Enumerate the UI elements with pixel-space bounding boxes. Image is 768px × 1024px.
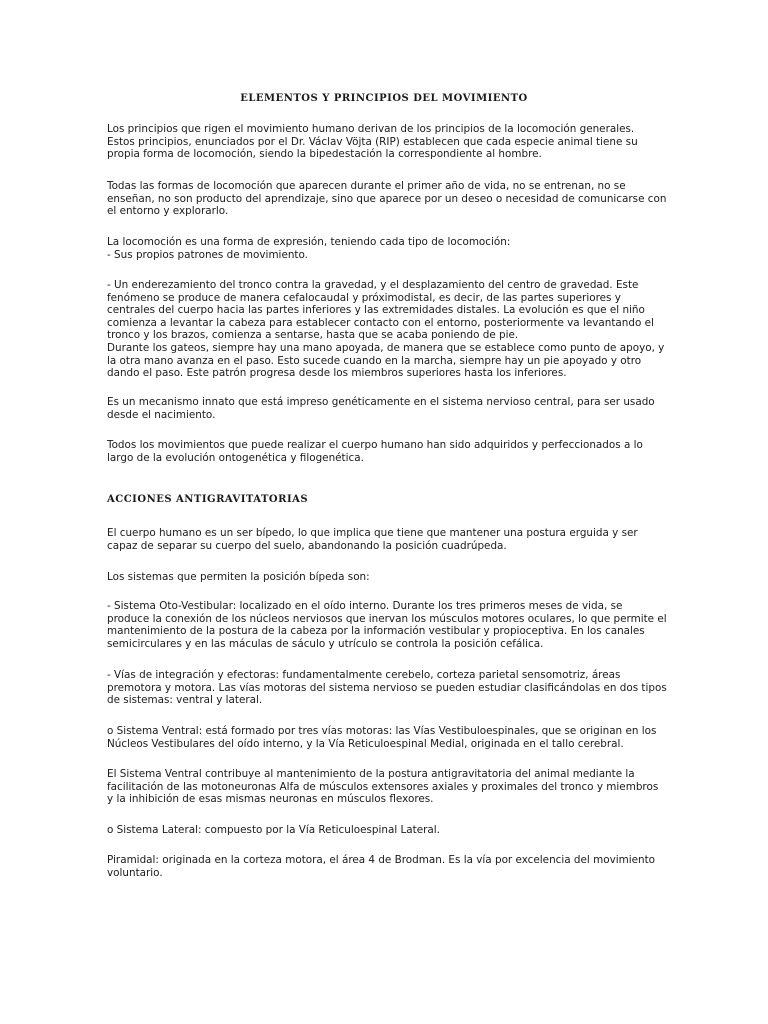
paragraph: o Sistema Lateral: compuesto por la Vía Reticuloespinal Lateral.	[107, 824, 440, 836]
document-title: ELEMENTOS Y PRINCIPIOS DEL MOVIMIENTO	[240, 93, 528, 104]
paragraph: La locomoción es una forma de expresión, teniendo cada tipo de locomoción: - Sus propios patrones de movimiento.	[107, 236, 511, 261]
paragraph: o Sistema Ventral: está formado por tres vías motoras: las Vías Vestibuloespinales, que se originan en los Núcleos Vestibulares del oído interno, y la Vía Reticuloespinal Medial, originada en el tallo cerebral.	[107, 725, 657, 750]
section-heading: ACCIONES ANTIGRAVITATORIAS	[107, 494, 309, 505]
paragraph: - Vías de integración y efectoras: fundamentalmente cerebelo, corteza parietal sensomotriz, áreas premotora y motora. Las vías motoras del sistema nervioso se pueden estudiar clasificándolas en dos tipos de sistemas: ventral y lateral.	[107, 669, 667, 707]
paragraph: El cuerpo humano es un ser bípedo, lo que implica que tiene que mantener una postura erguida y ser capaz de separar su cuerpo del suelo, abandonando la posición cuadrúpeda.	[107, 527, 638, 552]
paragraph: - Sistema Oto-Vestibular: localizado en el oído interno. Durante los tres primeros meses de vida, se produce la conexión de los núcleos nerviosos que inervan los músculos motores oculares, lo que permite el mantenimiento de la postura de la cabeza por la información vestibular y propioceptiva. En los canales semicirculares y en las máculas de sáculo y utrículo se controla la posición cefálica.	[107, 600, 667, 650]
paragraph: Todos los movimientos que puede realizar el cuerpo humano han sido adquiridos y perfeccionados a lo largo de la evolución ontogenética y filogenética.	[107, 439, 643, 464]
paragraph: Piramidal: originada en la corteza motora, el área 4 de Brodman. Es la vía por excelencia del movimiento voluntario.	[107, 854, 656, 879]
paragraph: Los sistemas que permiten la posición bípeda son:	[107, 571, 370, 583]
paragraph: Es un mecanismo innato que está impreso genéticamente en el sistema nervioso central, para ser usado desde el nacimiento.	[107, 396, 655, 421]
paragraph: Los principios que rigen el movimiento humano derivan de los principios de la locomoción generales. Estos principios, enunciados por el Dr. Václav Vöjta (RIP) establecen que cada especie animal tiene su propia forma de locomoción, siendo la bipedestación la correspondiente al hombre.	[107, 123, 638, 161]
paragraph: El Sistema Ventral contribuye al mantenimiento de la postura antigravitatoria del animal mediante la facilitación de las motoneuronas Alfa de músculos extensores axiales y proximales del tronco y miembros y la inhibición de esas mismas neuronas en músculos flexores.	[107, 768, 659, 806]
paragraph: - Un enderezamiento del tronco contra la gravedad, y el desplazamiento del centro de gravedad. Este fenómeno se produce de manera cefalocaudal y próximodistal, es decir, de las partes superiores y centrales del cuerpo hacia las partes inferiores y las extremidades distales. La evolución es que el niño comienza a levantar la cabeza para establecer contacto con el entorno, posteriormente va levantando el tronco y los brazos, comienza a sentarse, hasta que se acaba poniendo de pie. Durante los gateos, siempre hay una mano apoyada, de manera que se establece como punto de apoyo, y la otra mano avanza en el paso. Esto sucede cuando en la marcha, siempre hay un pie apoyado y otro dando el paso. Este patrón progresa desde los miembros superiores hasta los inferiores.	[107, 279, 665, 380]
paragraph: Todas las formas de locomoción que aparecen durante el primer año de vida, no se entrenan, no se enseñan, no son producto del aprendizaje, sino que aparece por un deseo o necesidad de comunicarse con el entorno y explorarlo.	[107, 180, 667, 218]
